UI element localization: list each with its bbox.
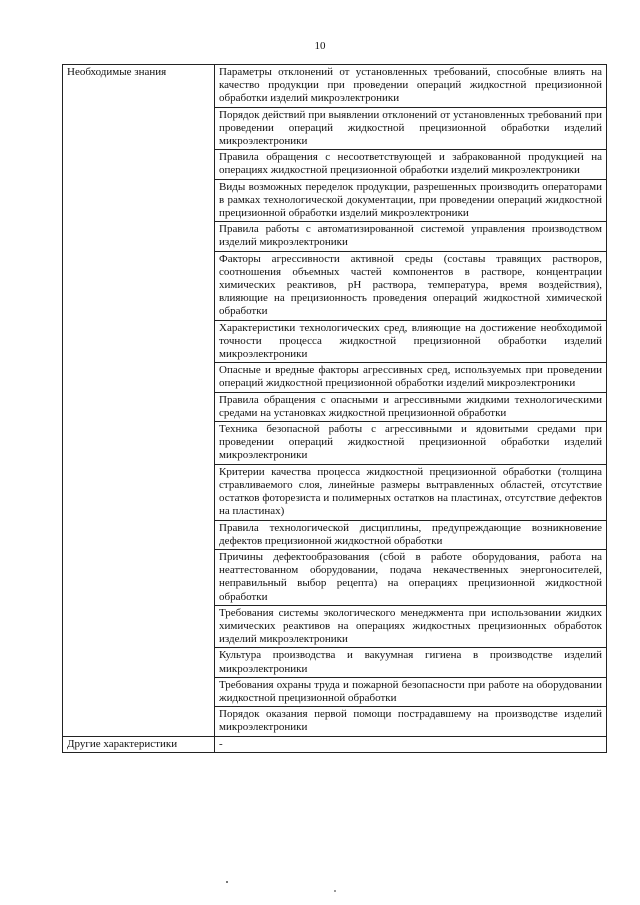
knowledge-item: Параметры отклонений от установленных требований, способные влиять на качество продукции при проведении операций жидкостной прецизионной обработки изделий микроэлектроники bbox=[215, 65, 607, 108]
knowledge-item: Техника безопасной работы с агрессивными и ядовитыми средами при проведении операций жидкостной прецизионной обработки изделий микроэлектроники bbox=[215, 422, 607, 465]
table-row bbox=[63, 736, 607, 752]
knowledge-item: Опасные и вредные факторы агрессивных сред, используемых при проведении операций жидкостной прецизионной обработки изделий микроэлектроники bbox=[215, 363, 607, 392]
table-row bbox=[63, 65, 607, 108]
knowledge-item: Требования охраны труда и пожарной безопасности при работе на оборудовании жидкостной прецизионной обработки bbox=[215, 677, 607, 706]
knowledge-item: Правила работы с автоматизированной системой управления производством изделий микроэлектроники bbox=[215, 222, 607, 251]
knowledge-item: Требования системы экологического менеджмента при использовании жидких химических реактивов на операциях жидкостных прецизионных обработок изделий микроэлектроники bbox=[215, 605, 607, 648]
knowledge-table-body bbox=[63, 65, 607, 753]
other-characteristics-value: - bbox=[215, 736, 607, 752]
knowledge-table bbox=[62, 64, 607, 753]
other-characteristics-label: Другие характеристики bbox=[63, 736, 215, 752]
knowledge-item: Критерии качества процесса жидкостной прецизионной обработки (толщина стравливаемого слоя, линейные размеры вытравленных областей, отсутствие остатков фоторезиста и полимерных остатков на пластинах, отсутствие дефектов на пластинах) bbox=[215, 464, 607, 520]
knowledge-item: Правила обращения с опасными и агрессивными жидкими технологическими средами на установках жидкостной прецизионной обработки bbox=[215, 392, 607, 421]
knowledge-item: Порядок действий при выявлении отклонений от установленных требований при проведении операций жидкостной прецизионной обработки изделий микроэлектроники bbox=[215, 107, 607, 150]
scan-speck bbox=[334, 890, 336, 892]
knowledge-item: Порядок оказания первой помощи пострадавшему на производстве изделий микроэлектроники bbox=[215, 707, 607, 736]
section-label: Необходимые знания bbox=[63, 65, 215, 737]
knowledge-item: Характеристики технологических сред, влияющие на достижение необходимой точности процесса жидкостной прецизионной обработки изделий микроэлектроники bbox=[215, 320, 607, 363]
knowledge-item: Виды возможных переделок продукции, разрешенных производить операторами в рамках технологической документации, при проведении операций жидкостной прецизионной обработки изделий микроэлектроники bbox=[215, 179, 607, 222]
knowledge-item: Факторы агрессивности активной среды (составы травящих растворов, соотношения объемных частей компонентов в растворе, концентрации химических реактивов, pH раствора, температура, время воздействия), влияющие на прецизионность проведения операций жидкостной химической обработки bbox=[215, 251, 607, 320]
page-number: 10 bbox=[314, 40, 326, 52]
scan-speck bbox=[226, 881, 228, 883]
knowledge-item: Причины дефектообразования (сбой в работе оборудования, работа на неаттестованном оборудовании, подача некачественных энергоносителей, неправильный выбор рецепта) на операциях прецизионной жидкостной обработки bbox=[215, 549, 607, 605]
knowledge-item: Правила технологической дисциплины, предупреждающие возникновение дефектов прецизионной жидкостной обработки bbox=[215, 520, 607, 549]
knowledge-item: Правила обращения с несоответствующей и забракованной продукцией на операциях жидкостной прецизионной обработки изделий микроэлектроники bbox=[215, 150, 607, 179]
knowledge-item: Культура производства и вакуумная гигиена в производстве изделий микроэлектроники bbox=[215, 648, 607, 677]
